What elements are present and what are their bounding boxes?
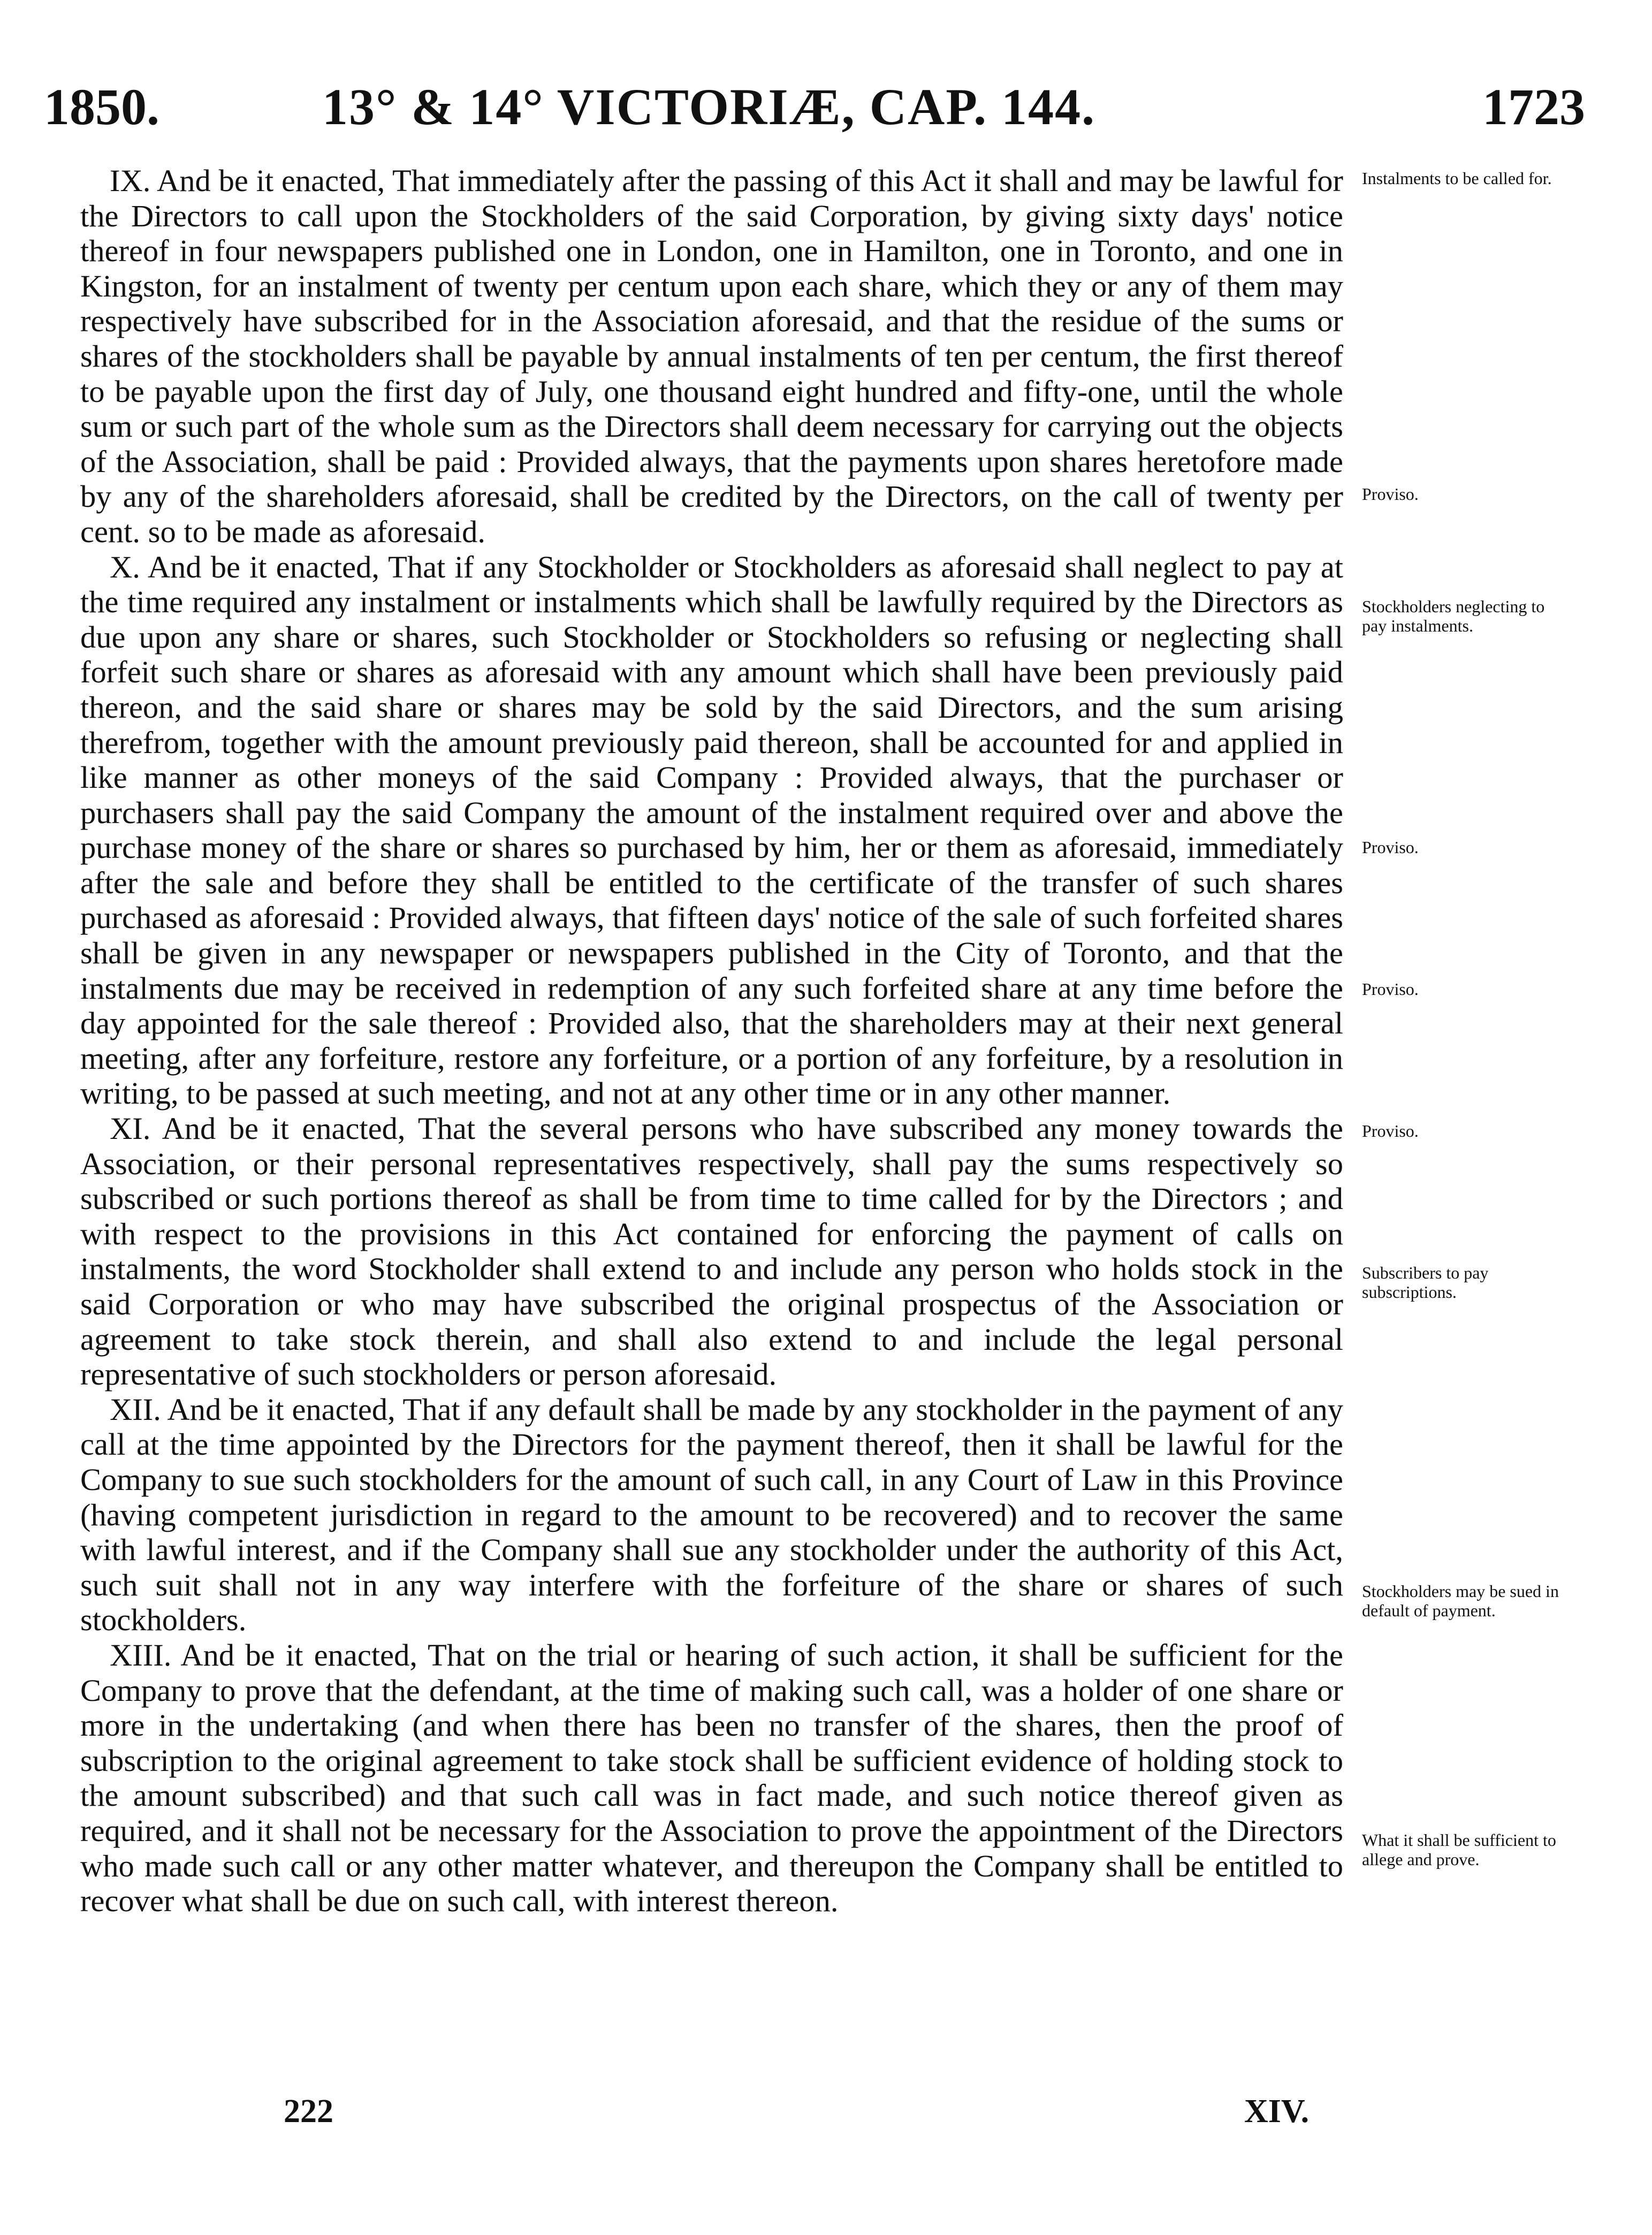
section-ix	[80, 163, 1343, 550]
section-xii	[80, 1392, 1343, 1638]
header-year: 1850.	[44, 78, 159, 135]
section-text: And be it enacted, That if any Stockholder or Stockholders as aforesaid shall neglect to pay at the time required any instalment or instalments which shall be lawfully required by the Directors as due upon any share or shares, such Stockholder or Stockholders so refusing or neglecting shall forfeit such share or shares as aforesaid with any amount which shall have been previously paid thereon, and the said share or shares may be sold by the said Directors, and the sum arising therefrom, together with the amount previously paid thereon, shall be accounted for and applied in like manner as other moneys of the said Company : Provided always, that the purchaser or purchasers shall pay the said Company the amount of the instalment required over and above the purchase money of the share or shares so purchased by him, her or them as aforesaid, immediately after the sale and before they shall be entitled to the certificate of the transfer of such shares purchased as aforesaid : Provided always, that fifteen days' notice of the sale of such forfeited shares shall be given in any newspaper or newspapers published in the City of Toronto, and that the instalments due may be received in redemption of any such forfeited share at any time before the day appointed for the sale thereof : Provided also, that the shareholders may at their next general meeting, after any forfeiture, restore any forfeiture, or a portion of any forfeiture, by a resolution in writing, to be passed at such meeting, and not at any other time or in any other manner.	[80, 549, 1343, 1111]
section-number: XII.	[110, 1392, 161, 1427]
margin-note-proviso: Proviso.	[1362, 1121, 1419, 1141]
body-text	[80, 163, 1343, 1919]
signature-mark: 222	[284, 2093, 333, 2130]
margin-note-subscribers: Subscribers to pay subscriptions.	[1362, 1263, 1489, 1302]
margin-note-stockholders-neglecting: Stockholders neglecting to pay instalments.	[1362, 597, 1545, 635]
margin-note-sued-in-default: Stockholders may be sued in default of payment.	[1362, 1582, 1559, 1620]
catchword: XIV.	[1244, 2093, 1310, 2130]
section-x	[80, 550, 1343, 1112]
header-title: 13° & 14° VICTORIÆ, CAP. 144.	[322, 78, 1096, 135]
section-text: And be it enacted, That immediately after the passing of this Act it shall and may be lawful for the Directors to call upon the Stockholders of the said Corporation, by giving sixty days' notice thereof in four newspapers published one in London, one in Hamilton, one in Toronto, and one in Kingston, for an instalment of twenty per centum upon each share, which they or any of them may respectively have subscribed for in the Association aforesaid, and that the residue of the sums or shares of the stockholders shall be payable by annual instalments of ten per centum, the first thereof to be payable upon the first day of July, one thousand eight hundred and fifty-one, until the whole sum or such part of the whole sum as the Directors shall deem necessary for carrying out the objects of the Association, shall be paid : Provided always, that the payments upon shares heretofore made by any of the shareholders aforesaid, shall be credited by the Directors, on the call of twenty per cent. so to be made as aforesaid.	[80, 163, 1343, 549]
running-header	[44, 75, 1585, 139]
margin-note-sufficient-to-prove: What it shall be sufficient to allege and prove.	[1362, 1830, 1556, 1869]
section-xiii	[80, 1638, 1343, 1919]
section-number: X.	[110, 549, 140, 584]
margin-note-proviso: Proviso.	[1362, 484, 1419, 504]
section-text: And be it enacted, That on the trial or hearing of such action, it shall be sufficient for the Company to prove that the defendant, at the time of making such call, was a holder of one share or more in the undertaking (and when there has been no transfer of the shares, then the proof of subscription to the original agreement to take stock shall be sufficient evidence of holding stock to the amount subscribed) and that such call was in fact made, and such notice thereof given as required, and it shall not be necessary for the Association to prove the appointment of the Directors who made such call or any other matter whatever, and thereupon the Company shall be entitled to recover what shall be due on such call, with interest thereon.	[80, 1637, 1343, 1919]
section-number: IX.	[110, 163, 151, 198]
page-number: 1723	[1482, 78, 1585, 135]
section-text: And be it enacted, That the several persons who have subscribed any money towards the Association, or their personal representatives respectively, shall pay the sums respectively so subscribed or such portions thereof as shall be from time to time called for by the Directors ; and with respect to the provisions in this Act contained for enforcing the payment of calls on instalments, the word Stockholder shall extend to and include any person who holds stock in the said Corporation or who may have subscribed the original prospectus of the Association or agreement to take stock therein, and shall also extend to and include the legal personal representative of such stockholders or person aforesaid.	[80, 1111, 1343, 1392]
section-text: And be it enacted, That if any default shall be made by any stockholder in the payment of any call at the time appointed by the Directors for the payment thereof, then it shall be lawful for the Company to sue such stockholders for the amount of such call, in any Court of Law in this Province (having competent jurisdiction in regard to the amount to be recovered) and to recover the same with lawful interest, and if the Company shall sue any stockholder under the authority of this Act, such suit shall not in any way interfere with the forfeiture of the share or shares of such stockholders.	[80, 1392, 1343, 1638]
section-number: XIII.	[110, 1637, 172, 1673]
section-xi	[80, 1111, 1343, 1392]
margin-note-instalments: Instalments to be called for.	[1362, 169, 1552, 188]
margin-note-proviso: Proviso.	[1362, 979, 1419, 999]
margin-note-proviso: Proviso.	[1362, 838, 1419, 857]
section-number: XI.	[110, 1111, 151, 1146]
